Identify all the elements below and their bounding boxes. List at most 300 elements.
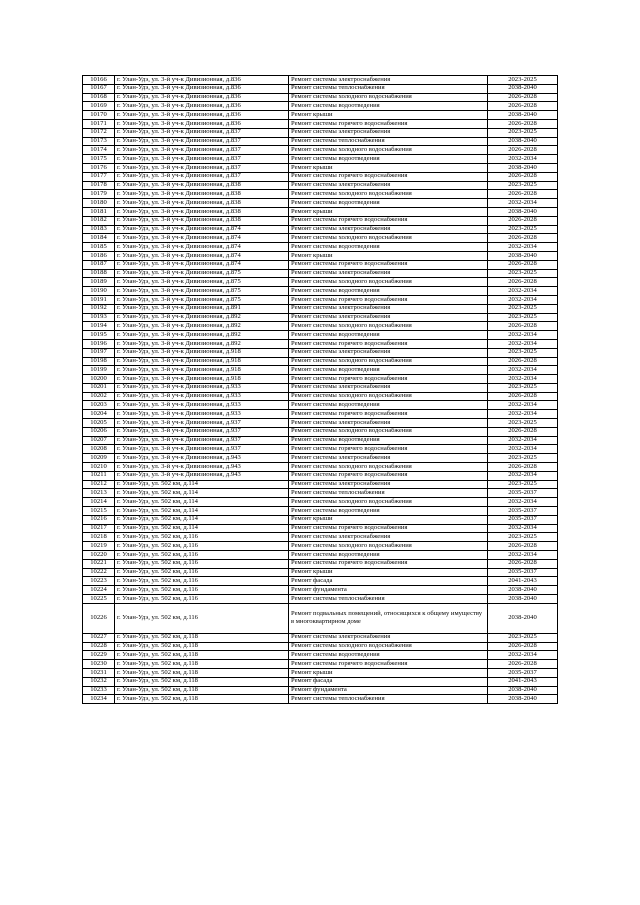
table-row bbox=[83, 155, 558, 164]
row-period: 2035-2037 bbox=[488, 507, 558, 516]
table-row bbox=[83, 392, 558, 401]
table-row bbox=[83, 375, 558, 384]
row-number: 10204 bbox=[83, 410, 115, 419]
row-number: 10222 bbox=[83, 568, 115, 577]
table-row bbox=[83, 225, 558, 234]
row-period: 2023-2025 bbox=[488, 533, 558, 542]
table-row bbox=[83, 207, 558, 216]
table-row bbox=[83, 507, 558, 516]
row-work-type: Ремонт крыши bbox=[289, 251, 488, 260]
row-address: г. Улан-Удэ, ул. 3-й уч-к Дивизионная, д.836 bbox=[115, 76, 289, 85]
table-row bbox=[83, 383, 558, 392]
row-number: 10168 bbox=[83, 93, 115, 102]
row-work-type: Ремонт системы электроснабжения bbox=[289, 313, 488, 322]
row-address: г. Улан-Удэ, ул. 3-й уч-к Дивизионная, д.892 bbox=[115, 322, 289, 331]
row-number: 10218 bbox=[83, 533, 115, 542]
row-period: 2032-2034 bbox=[488, 410, 558, 419]
table-row bbox=[83, 568, 558, 577]
row-period: 2032-2034 bbox=[488, 375, 558, 384]
table-row bbox=[83, 419, 558, 428]
row-number: 10193 bbox=[83, 313, 115, 322]
row-work-type: Ремонт системы горячего водоснабжения bbox=[289, 410, 488, 419]
row-period: 2032-2034 bbox=[488, 498, 558, 507]
row-work-type: Ремонт крыши bbox=[289, 568, 488, 577]
row-work-type: Ремонт системы электроснабжения bbox=[289, 304, 488, 313]
row-period: 2032-2034 bbox=[488, 445, 558, 454]
row-period: 2032-2034 bbox=[488, 331, 558, 340]
row-address: г. Улан-Удэ, ул. 3-й уч-к Дивизионная, д.837 bbox=[115, 163, 289, 172]
table-row bbox=[83, 216, 558, 225]
row-address: г. Улан-Удэ, ул. 502 км, д.118 bbox=[115, 660, 289, 669]
row-address: г. Улан-Удэ, ул. 502 км, д.116 bbox=[115, 551, 289, 560]
row-address: г. Улан-Удэ, ул. 3-й уч-к Дивизионная, д.933 bbox=[115, 383, 289, 392]
row-work-type: Ремонт системы горячего водоснабжения bbox=[289, 339, 488, 348]
row-period: 2032-2034 bbox=[488, 287, 558, 296]
row-work-type: Ремонт системы холодного водоснабжения bbox=[289, 234, 488, 243]
row-number: 10226 bbox=[83, 603, 115, 633]
row-number: 10219 bbox=[83, 542, 115, 551]
row-address: г. Улан-Удэ, ул. 3-й уч-к Дивизионная, д.892 bbox=[115, 331, 289, 340]
row-number: 10169 bbox=[83, 102, 115, 111]
row-number: 10201 bbox=[83, 383, 115, 392]
row-period: 2038-2040 bbox=[488, 137, 558, 146]
row-work-type: Ремонт системы электроснабжения bbox=[289, 480, 488, 489]
table-row bbox=[83, 427, 558, 436]
table-row bbox=[83, 243, 558, 252]
row-number: 10180 bbox=[83, 199, 115, 208]
row-number: 10210 bbox=[83, 463, 115, 472]
row-address: г. Улан-Удэ, ул. 3-й уч-к Дивизионная, д.837 bbox=[115, 128, 289, 137]
row-period: 2026-2028 bbox=[488, 559, 558, 568]
row-work-type: Ремонт системы водоотведения bbox=[289, 507, 488, 516]
row-period: 2032-2034 bbox=[488, 295, 558, 304]
row-number: 10195 bbox=[83, 331, 115, 340]
row-number: 10177 bbox=[83, 172, 115, 181]
row-period: 2023-2025 bbox=[488, 633, 558, 642]
row-number: 10184 bbox=[83, 234, 115, 243]
row-work-type: Ремонт подвальных помещений, относящихся к общему имуществу в многоквартирном доме bbox=[289, 603, 488, 633]
table-row bbox=[83, 357, 558, 366]
row-address: г. Улан-Удэ, ул. 3-й уч-к Дивизионная, д.937 bbox=[115, 445, 289, 454]
row-period: 2026-2028 bbox=[488, 216, 558, 225]
table-row bbox=[83, 93, 558, 102]
row-work-type: Ремонт системы горячего водоснабжения bbox=[289, 216, 488, 225]
row-period: 2026-2028 bbox=[488, 93, 558, 102]
row-address: г. Улан-Удэ, ул. 3-й уч-к Дивизионная, д.937 bbox=[115, 419, 289, 428]
row-address: г. Улан-Удэ, ул. 502 км, д.114 bbox=[115, 524, 289, 533]
row-work-type: Ремонт системы водоотведения bbox=[289, 551, 488, 560]
row-work-type: Ремонт системы холодного водоснабжения bbox=[289, 642, 488, 651]
row-period: 2032-2034 bbox=[488, 366, 558, 375]
row-address: г. Улан-Удэ, ул. 3-й уч-к Дивизионная, д.918 bbox=[115, 357, 289, 366]
row-work-type: Ремонт крыши bbox=[289, 111, 488, 120]
row-address: г. Улан-Удэ, ул. 502 км, д.118 bbox=[115, 686, 289, 695]
row-number: 10189 bbox=[83, 278, 115, 287]
row-period: 2026-2028 bbox=[488, 260, 558, 269]
row-period: 2038-2040 bbox=[488, 695, 558, 704]
table-row bbox=[83, 76, 558, 85]
row-number: 10174 bbox=[83, 146, 115, 155]
row-period: 2032-2034 bbox=[488, 199, 558, 208]
row-period: 2032-2034 bbox=[488, 339, 558, 348]
table-row bbox=[83, 524, 558, 533]
table-row bbox=[83, 445, 558, 454]
row-address: г. Улан-Удэ, ул. 3-й уч-к Дивизионная, д.933 bbox=[115, 401, 289, 410]
table-row bbox=[83, 172, 558, 181]
row-period: 2038-2040 bbox=[488, 111, 558, 120]
row-number: 10233 bbox=[83, 686, 115, 695]
row-address: г. Улан-Удэ, ул. 502 км, д.116 bbox=[115, 603, 289, 633]
row-number: 10199 bbox=[83, 366, 115, 375]
row-address: г. Улан-Удэ, ул. 502 км, д.118 bbox=[115, 633, 289, 642]
row-period: 2023-2025 bbox=[488, 480, 558, 489]
row-work-type: Ремонт системы водоотведения bbox=[289, 243, 488, 252]
row-address: г. Улан-Удэ, ул. 3-й уч-к Дивизионная, д.838 bbox=[115, 190, 289, 199]
row-address: г. Улан-Удэ, ул. 3-й уч-к Дивизионная, д.836 bbox=[115, 111, 289, 120]
row-period: 2032-2034 bbox=[488, 436, 558, 445]
row-work-type: Ремонт системы холодного водоснабжения bbox=[289, 498, 488, 507]
row-number: 10192 bbox=[83, 304, 115, 313]
row-address: г. Улан-Удэ, ул. 502 км, д.118 bbox=[115, 695, 289, 704]
row-number: 10209 bbox=[83, 454, 115, 463]
row-number: 10187 bbox=[83, 260, 115, 269]
table-row bbox=[83, 577, 558, 586]
row-number: 10227 bbox=[83, 633, 115, 642]
row-number: 10188 bbox=[83, 269, 115, 278]
row-number: 10179 bbox=[83, 190, 115, 199]
row-number: 10225 bbox=[83, 595, 115, 604]
row-work-type: Ремонт системы горячего водоснабжения bbox=[289, 524, 488, 533]
table-row bbox=[83, 313, 558, 322]
row-work-type: Ремонт системы горячего водоснабжения bbox=[289, 172, 488, 181]
row-work-type: Ремонт фасада bbox=[289, 577, 488, 586]
table-row bbox=[83, 651, 558, 660]
row-work-type: Ремонт системы водоотведения bbox=[289, 366, 488, 375]
row-number: 10232 bbox=[83, 677, 115, 686]
table-row bbox=[83, 260, 558, 269]
row-work-type: Ремонт системы электроснабжения bbox=[289, 76, 488, 85]
row-address: г. Улан-Удэ, ул. 3-й уч-к Дивизионная, д.874 bbox=[115, 234, 289, 243]
row-period: 2035-2037 bbox=[488, 568, 558, 577]
row-work-type: Ремонт фасада bbox=[289, 677, 488, 686]
row-period: 2023-2025 bbox=[488, 76, 558, 85]
row-work-type: Ремонт системы горячего водоснабжения bbox=[289, 445, 488, 454]
row-work-type: Ремонт системы электроснабжения bbox=[289, 269, 488, 278]
row-work-type: Ремонт системы электроснабжения bbox=[289, 181, 488, 190]
row-work-type: Ремонт системы горячего водоснабжения bbox=[289, 559, 488, 568]
row-number: 10207 bbox=[83, 436, 115, 445]
row-number: 10205 bbox=[83, 419, 115, 428]
row-period: 2032-2034 bbox=[488, 155, 558, 164]
row-work-type: Ремонт системы водоотведения bbox=[289, 102, 488, 111]
table-row bbox=[83, 410, 558, 419]
row-number: 10223 bbox=[83, 577, 115, 586]
row-address: г. Улан-Удэ, ул. 3-й уч-к Дивизионная, д.837 bbox=[115, 155, 289, 164]
table-row bbox=[83, 669, 558, 678]
row-work-type: Ремонт системы горячего водоснабжения bbox=[289, 119, 488, 128]
row-address: г. Улан-Удэ, ул. 3-й уч-к Дивизионная, д.837 bbox=[115, 172, 289, 181]
row-period: 2032-2034 bbox=[488, 401, 558, 410]
row-work-type: Ремонт системы теплоснабжения bbox=[289, 137, 488, 146]
row-work-type: Ремонт системы водоотведения bbox=[289, 651, 488, 660]
table-row bbox=[83, 251, 558, 260]
row-address: г. Улан-Удэ, ул. 502 км, д.116 bbox=[115, 586, 289, 595]
row-address: г. Улан-Удэ, ул. 3-й уч-к Дивизионная, д.918 bbox=[115, 348, 289, 357]
table-row bbox=[83, 660, 558, 669]
row-address: г. Улан-Удэ, ул. 502 км, д.114 bbox=[115, 489, 289, 498]
table-row bbox=[83, 190, 558, 199]
row-address: г. Улан-Удэ, ул. 502 км, д.116 bbox=[115, 595, 289, 604]
row-work-type: Ремонт системы холодного водоснабжения bbox=[289, 278, 488, 287]
row-address: г. Улан-Удэ, ул. 3-й уч-к Дивизионная, д.943 bbox=[115, 463, 289, 472]
row-work-type: Ремонт системы водоотведения bbox=[289, 436, 488, 445]
table-row bbox=[83, 322, 558, 331]
row-work-type: Ремонт системы электроснабжения bbox=[289, 128, 488, 137]
row-period: 2026-2028 bbox=[488, 463, 558, 472]
table-row bbox=[83, 163, 558, 172]
row-number: 10220 bbox=[83, 551, 115, 560]
row-work-type: Ремонт системы водоотведения bbox=[289, 401, 488, 410]
row-address: г. Улан-Удэ, ул. 3-й уч-к Дивизионная, д.874 bbox=[115, 243, 289, 252]
table-row bbox=[83, 366, 558, 375]
row-work-type: Ремонт системы горячего водоснабжения bbox=[289, 375, 488, 384]
row-number: 10194 bbox=[83, 322, 115, 331]
table-row bbox=[83, 181, 558, 190]
row-work-type: Ремонт системы водоотведения bbox=[289, 287, 488, 296]
table-row bbox=[83, 304, 558, 313]
row-work-type: Ремонт фундамента bbox=[289, 586, 488, 595]
table-row bbox=[83, 515, 558, 524]
row-work-type: Ремонт системы горячего водоснабжения bbox=[289, 260, 488, 269]
row-work-type: Ремонт системы электроснабжения bbox=[289, 225, 488, 234]
row-work-type: Ремонт системы водоотведения bbox=[289, 199, 488, 208]
row-number: 10208 bbox=[83, 445, 115, 454]
row-work-type: Ремонт системы электроснабжения bbox=[289, 454, 488, 463]
row-work-type: Ремонт системы холодного водоснабжения bbox=[289, 357, 488, 366]
row-work-type: Ремонт фундамента bbox=[289, 686, 488, 695]
row-period: 2023-2025 bbox=[488, 128, 558, 137]
row-period: 2038-2040 bbox=[488, 595, 558, 604]
row-number: 10216 bbox=[83, 515, 115, 524]
row-period: 2038-2040 bbox=[488, 586, 558, 595]
row-address: г. Улан-Удэ, ул. 3-й уч-к Дивизионная, д.891 bbox=[115, 304, 289, 313]
row-period: 2026-2028 bbox=[488, 234, 558, 243]
document-page bbox=[82, 75, 557, 704]
row-work-type: Ремонт системы горячего водоснабжения bbox=[289, 295, 488, 304]
row-work-type: Ремонт системы теплоснабжения bbox=[289, 84, 488, 93]
table-row bbox=[83, 84, 558, 93]
row-address: г. Улан-Удэ, ул. 3-й уч-к Дивизионная, д.875 bbox=[115, 269, 289, 278]
row-address: г. Улан-Удэ, ул. 3-й уч-к Дивизионная, д.892 bbox=[115, 313, 289, 322]
table-row bbox=[83, 111, 558, 120]
table-row bbox=[83, 401, 558, 410]
row-work-type: Ремонт системы холодного водоснабжения bbox=[289, 190, 488, 199]
row-period: 2032-2034 bbox=[488, 551, 558, 560]
row-address: г. Улан-Удэ, ул. 3-й уч-к Дивизионная, д.943 bbox=[115, 471, 289, 480]
row-address: г. Улан-Удэ, ул. 502 км, д.118 bbox=[115, 651, 289, 660]
row-address: г. Улан-Удэ, ул. 3-й уч-к Дивизионная, д.838 bbox=[115, 216, 289, 225]
row-period: 2026-2028 bbox=[488, 146, 558, 155]
row-address: г. Улан-Удэ, ул. 3-й уч-к Дивизионная, д.837 bbox=[115, 137, 289, 146]
row-work-type: Ремонт системы водоотведения bbox=[289, 331, 488, 340]
row-address: г. Улан-Удэ, ул. 3-й уч-к Дивизионная, д.874 bbox=[115, 251, 289, 260]
row-address: г. Улан-Удэ, ул. 3-й уч-к Дивизионная, д.943 bbox=[115, 454, 289, 463]
row-number: 10178 bbox=[83, 181, 115, 190]
table-row bbox=[83, 269, 558, 278]
table-row bbox=[83, 119, 558, 128]
row-number: 10229 bbox=[83, 651, 115, 660]
row-period: 2023-2025 bbox=[488, 454, 558, 463]
row-number: 10191 bbox=[83, 295, 115, 304]
row-address: г. Улан-Удэ, ул. 3-й уч-к Дивизионная, д.836 bbox=[115, 102, 289, 111]
table-row bbox=[83, 480, 558, 489]
row-address: г. Улан-Удэ, ул. 3-й уч-к Дивизионная, д.937 bbox=[115, 436, 289, 445]
row-period: 2026-2028 bbox=[488, 322, 558, 331]
row-number: 10181 bbox=[83, 207, 115, 216]
row-period: 2026-2028 bbox=[488, 542, 558, 551]
row-address: г. Улан-Удэ, ул. 502 км, д.114 bbox=[115, 498, 289, 507]
row-period: 2038-2040 bbox=[488, 603, 558, 633]
row-number: 10172 bbox=[83, 128, 115, 137]
row-period: 2023-2025 bbox=[488, 348, 558, 357]
row-address: г. Улан-Удэ, ул. 3-й уч-к Дивизионная, д.838 bbox=[115, 207, 289, 216]
row-period: 2035-2037 bbox=[488, 515, 558, 524]
row-number: 10213 bbox=[83, 489, 115, 498]
row-number: 10175 bbox=[83, 155, 115, 164]
row-period: 2032-2034 bbox=[488, 471, 558, 480]
table-row bbox=[83, 603, 558, 633]
repair-schedule-table bbox=[82, 75, 558, 704]
row-period: 2026-2028 bbox=[488, 392, 558, 401]
row-number: 10185 bbox=[83, 243, 115, 252]
row-number: 10173 bbox=[83, 137, 115, 146]
row-address: г. Улан-Удэ, ул. 502 км, д.114 bbox=[115, 480, 289, 489]
row-number: 10183 bbox=[83, 225, 115, 234]
table-row bbox=[83, 436, 558, 445]
row-period: 2032-2034 bbox=[488, 243, 558, 252]
row-address: г. Улан-Удэ, ул. 3-й уч-к Дивизионная, д.874 bbox=[115, 260, 289, 269]
row-work-type: Ремонт системы холодного водоснабжения bbox=[289, 542, 488, 551]
table-row bbox=[83, 642, 558, 651]
table-row bbox=[83, 128, 558, 137]
row-work-type: Ремонт системы теплоснабжения bbox=[289, 489, 488, 498]
table-row bbox=[83, 471, 558, 480]
row-address: г. Улан-Удэ, ул. 3-й уч-к Дивизионная, д.918 bbox=[115, 366, 289, 375]
row-work-type: Ремонт системы теплоснабжения bbox=[289, 595, 488, 604]
row-period: 2038-2040 bbox=[488, 163, 558, 172]
row-work-type: Ремонт системы холодного водоснабжения bbox=[289, 427, 488, 436]
row-number: 10186 bbox=[83, 251, 115, 260]
row-address: г. Улан-Удэ, ул. 3-й уч-к Дивизионная, д.918 bbox=[115, 375, 289, 384]
row-address: г. Улан-Удэ, ул. 3-й уч-к Дивизионная, д.875 bbox=[115, 287, 289, 296]
row-number: 10221 bbox=[83, 559, 115, 568]
row-period: 2038-2040 bbox=[488, 207, 558, 216]
table-row bbox=[83, 278, 558, 287]
row-number: 10215 bbox=[83, 507, 115, 516]
table-row bbox=[83, 348, 558, 357]
row-work-type: Ремонт системы электроснабжения bbox=[289, 633, 488, 642]
row-period: 2038-2040 bbox=[488, 251, 558, 260]
table-row bbox=[83, 542, 558, 551]
row-period: 2026-2028 bbox=[488, 278, 558, 287]
table-row bbox=[83, 102, 558, 111]
table-row bbox=[83, 287, 558, 296]
row-period: 2032-2034 bbox=[488, 651, 558, 660]
row-work-type: Ремонт системы теплоснабжения bbox=[289, 695, 488, 704]
row-work-type: Ремонт системы холодного водоснабжения bbox=[289, 93, 488, 102]
row-address: г. Улан-Удэ, ул. 502 км, д.118 bbox=[115, 677, 289, 686]
row-address: г. Улан-Удэ, ул. 502 км, д.116 bbox=[115, 542, 289, 551]
table-row bbox=[83, 551, 558, 560]
row-work-type: Ремонт системы горячего водоснабжения bbox=[289, 471, 488, 480]
table-row bbox=[83, 137, 558, 146]
row-address: г. Улан-Удэ, ул. 502 км, д.116 bbox=[115, 559, 289, 568]
row-period: 2023-2025 bbox=[488, 269, 558, 278]
row-address: г. Улан-Удэ, ул. 3-й уч-к Дивизионная, д.836 bbox=[115, 93, 289, 102]
table-row bbox=[83, 686, 558, 695]
table-row bbox=[83, 339, 558, 348]
table-row bbox=[83, 633, 558, 642]
row-number: 10234 bbox=[83, 695, 115, 704]
row-number: 10167 bbox=[83, 84, 115, 93]
row-address: г. Улан-Удэ, ул. 3-й уч-к Дивизионная, д.933 bbox=[115, 410, 289, 419]
table-body bbox=[83, 76, 558, 704]
row-work-type: Ремонт системы электроснабжения bbox=[289, 348, 488, 357]
row-number: 10212 bbox=[83, 480, 115, 489]
row-number: 10202 bbox=[83, 392, 115, 401]
row-address: г. Улан-Удэ, ул. 502 км, д.118 bbox=[115, 669, 289, 678]
row-address: г. Улан-Удэ, ул. 3-й уч-к Дивизионная, д.836 bbox=[115, 84, 289, 93]
row-work-type: Ремонт системы холодного водоснабжения bbox=[289, 463, 488, 472]
row-period: 2038-2040 bbox=[488, 686, 558, 695]
row-number: 10230 bbox=[83, 660, 115, 669]
row-period: 2026-2028 bbox=[488, 357, 558, 366]
row-number: 10228 bbox=[83, 642, 115, 651]
row-address: г. Улан-Удэ, ул. 3-й уч-к Дивизионная, д.838 bbox=[115, 199, 289, 208]
row-number: 10203 bbox=[83, 401, 115, 410]
row-number: 10171 bbox=[83, 119, 115, 128]
row-period: 2038-2040 bbox=[488, 84, 558, 93]
row-work-type: Ремонт системы электроснабжения bbox=[289, 419, 488, 428]
row-number: 10198 bbox=[83, 357, 115, 366]
row-number: 10211 bbox=[83, 471, 115, 480]
row-work-type: Ремонт крыши bbox=[289, 163, 488, 172]
row-period: 2026-2028 bbox=[488, 642, 558, 651]
row-work-type: Ремонт системы горячего водоснабжения bbox=[289, 660, 488, 669]
row-period: 2023-2025 bbox=[488, 383, 558, 392]
row-number: 10166 bbox=[83, 76, 115, 85]
row-address: г. Улан-Удэ, ул. 502 км, д.118 bbox=[115, 642, 289, 651]
row-period: 2023-2025 bbox=[488, 225, 558, 234]
row-address: г. Улан-Удэ, ул. 3-й уч-к Дивизионная, д.836 bbox=[115, 119, 289, 128]
row-period: 2041-2043 bbox=[488, 577, 558, 586]
row-period: 2026-2028 bbox=[488, 427, 558, 436]
row-period: 2023-2025 bbox=[488, 181, 558, 190]
table-row bbox=[83, 498, 558, 507]
row-period: 2032-2034 bbox=[488, 524, 558, 533]
row-number: 10197 bbox=[83, 348, 115, 357]
table-row bbox=[83, 695, 558, 704]
table-row bbox=[83, 331, 558, 340]
table-row bbox=[83, 146, 558, 155]
row-work-type: Ремонт крыши bbox=[289, 515, 488, 524]
row-period: 2026-2028 bbox=[488, 172, 558, 181]
row-number: 10170 bbox=[83, 111, 115, 120]
table-row bbox=[83, 595, 558, 604]
table-row bbox=[83, 533, 558, 542]
table-row bbox=[83, 454, 558, 463]
row-address: г. Улан-Удэ, ул. 502 км, д.116 bbox=[115, 533, 289, 542]
